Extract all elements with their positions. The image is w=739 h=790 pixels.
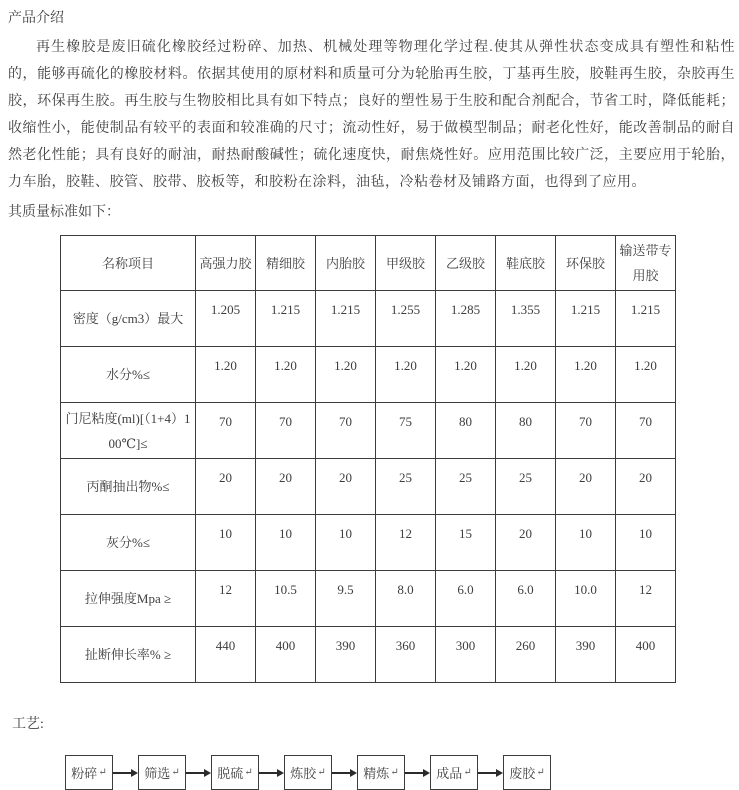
- flow-step-label: 炼胶: [290, 766, 317, 781]
- value-cell: 70: [556, 403, 616, 459]
- table-header-cell: 内胎胶: [316, 236, 376, 291]
- value-cell: 20: [556, 459, 616, 515]
- table-row: [61, 403, 676, 459]
- value-cell: 20: [256, 459, 316, 515]
- flow-step-label: 粉碎: [71, 766, 98, 781]
- value-cell: 6.0: [496, 571, 556, 627]
- value-cell: 390: [316, 627, 376, 683]
- return-mark-icon: ↵: [98, 767, 107, 778]
- value-cell: 1.20: [556, 347, 616, 403]
- table-header-cell: 输送带专用胶: [616, 236, 676, 291]
- table-row: [61, 347, 676, 403]
- row-label-cell: 扯断伸长率% ≥: [61, 627, 196, 683]
- value-cell: 80: [496, 403, 556, 459]
- value-cell: 1.215: [556, 291, 616, 347]
- value-cell: 12: [196, 571, 256, 627]
- table-row: [61, 459, 676, 515]
- row-label-cell: 密度（g/cm3）最大: [61, 291, 196, 347]
- return-mark-icon: ↵: [244, 767, 253, 778]
- value-cell: 10: [196, 515, 256, 571]
- flow-step-box: [503, 755, 551, 790]
- value-cell: 20: [196, 459, 256, 515]
- table-header-cell: 乙级胶: [436, 236, 496, 291]
- value-cell: 440: [196, 627, 256, 683]
- table-row: [61, 515, 676, 571]
- table-row: [61, 571, 676, 627]
- value-cell: 15: [436, 515, 496, 571]
- flow-arrow-right-icon: [113, 769, 138, 777]
- return-mark-icon: ↵: [463, 767, 472, 778]
- table-row: [61, 627, 676, 683]
- value-cell: 1.20: [436, 347, 496, 403]
- value-cell: 20: [316, 459, 376, 515]
- value-cell: 10: [316, 515, 376, 571]
- flow-step-box: [284, 755, 332, 790]
- table-header-cell: 环保胶: [556, 236, 616, 291]
- value-cell: 1.20: [256, 347, 316, 403]
- flow-step-box: [430, 755, 478, 790]
- row-label-cell: 拉伸强度Mpa ≥: [61, 571, 196, 627]
- return-mark-icon: ↵: [390, 767, 399, 778]
- value-cell: 10.0: [556, 571, 616, 627]
- flow-step-label: 脱硫: [217, 766, 244, 781]
- value-cell: 6.0: [436, 571, 496, 627]
- table-caption: 其质量标准如下：: [8, 205, 120, 220]
- quality-standards-table: [60, 235, 676, 683]
- value-cell: 400: [616, 627, 676, 683]
- intro-paragraph: 再生橡胶是废旧硫化橡胶经过粉碎、加热、机械处理等物理化学过程.使其从弹性状态变成具有塑性和粘性的，能够再硫化的橡胶材料。依据其使用的原材料和质量可分为轮胎再生胶，丁基再生胶，胶鞋再生胶，杂胶再生胶，环保再生胶。再生胶与生物胶相比具有如下特点；良好的塑性易于生胶和配合剂配合，节省工时，降低能耗；收缩性小，能使制品有较平的表面和较准确的尺寸；流动性好，易于做模型制品；耐老化性好，能改善制品的耐自然老化性能；具有良好的耐油，耐热耐酸碱性；硫化速度快，耐焦烧性好。应用范围比较广泛，主要应用于轮胎，力车胎，胶鞋、胶管、胶带、胶板等，和胶粉在涂料，油毡，冷粘卷材及铺路方面，也得到了应用。: [8, 40, 735, 190]
- value-cell: 70: [616, 403, 676, 459]
- table-row: [61, 291, 676, 347]
- value-cell: 10: [616, 515, 676, 571]
- table-header-cell: 甲级胶: [376, 236, 436, 291]
- value-cell: 1.215: [256, 291, 316, 347]
- value-cell: 390: [556, 627, 616, 683]
- flow-step-label: 筛选: [144, 766, 171, 781]
- value-cell: 12: [376, 515, 436, 571]
- value-cell: 1.255: [376, 291, 436, 347]
- flow-arrow-right-icon: [405, 769, 430, 777]
- value-cell: 70: [196, 403, 256, 459]
- value-cell: 8.0: [376, 571, 436, 627]
- return-mark-icon: ↵: [536, 767, 545, 778]
- table-header-row: [61, 236, 676, 291]
- value-cell: 70: [316, 403, 376, 459]
- row-label-cell: 水分%≤: [61, 347, 196, 403]
- row-label-cell: 门尼粘度(ml)[（1+4）100℃]≤: [61, 403, 196, 459]
- process-section-label: 工艺:: [12, 717, 44, 732]
- value-cell: 1.20: [316, 347, 376, 403]
- table-header-cell: 精细胶: [256, 236, 316, 291]
- page-title: 产品介绍: [8, 11, 64, 26]
- table-header-cell: 鞋底胶: [496, 236, 556, 291]
- value-cell: 10: [256, 515, 316, 571]
- value-cell: 1.20: [376, 347, 436, 403]
- table-head: [61, 236, 676, 291]
- value-cell: 260: [496, 627, 556, 683]
- flow-step-box: [138, 755, 186, 790]
- flow-arrow-right-icon: [186, 769, 211, 777]
- value-cell: 9.5: [316, 571, 376, 627]
- row-label-cell: 丙酮抽出物%≤: [61, 459, 196, 515]
- value-cell: 1.215: [316, 291, 376, 347]
- value-cell: 1.215: [616, 291, 676, 347]
- value-cell: 70: [256, 403, 316, 459]
- value-cell: 25: [496, 459, 556, 515]
- value-cell: 75: [376, 403, 436, 459]
- value-cell: 1.20: [616, 347, 676, 403]
- value-cell: 400: [256, 627, 316, 683]
- table-header-cell: 高强力胶: [196, 236, 256, 291]
- value-cell: 300: [436, 627, 496, 683]
- value-cell: 80: [436, 403, 496, 459]
- value-cell: 1.20: [496, 347, 556, 403]
- value-cell: 25: [436, 459, 496, 515]
- flow-step-label: 成品: [436, 766, 463, 781]
- value-cell: 10.5: [256, 571, 316, 627]
- value-cell: 1.20: [196, 347, 256, 403]
- flow-arrow-right-icon: [478, 769, 503, 777]
- flow-step-box: [65, 755, 113, 790]
- value-cell: 1.355: [496, 291, 556, 347]
- flow-arrow-right-icon: [332, 769, 357, 777]
- row-label-cell: 灰分%≤: [61, 515, 196, 571]
- value-cell: 20: [616, 459, 676, 515]
- value-cell: 360: [376, 627, 436, 683]
- value-cell: 1.205: [196, 291, 256, 347]
- flow-step-label: 废胶: [509, 766, 536, 781]
- return-mark-icon: ↵: [171, 767, 180, 778]
- value-cell: 12: [616, 571, 676, 627]
- table-header-name-column: 名称项目: [61, 236, 196, 291]
- value-cell: 25: [376, 459, 436, 515]
- flow-step-label: 精炼: [363, 766, 390, 781]
- process-flow-diagram: [65, 755, 735, 790]
- flow-arrow-right-icon: [259, 769, 284, 777]
- flow-step-box: [357, 755, 405, 790]
- value-cell: 20: [496, 515, 556, 571]
- return-mark-icon: ↵: [317, 767, 326, 778]
- value-cell: 1.285: [436, 291, 496, 347]
- flow-step-box: [211, 755, 259, 790]
- value-cell: 10: [556, 515, 616, 571]
